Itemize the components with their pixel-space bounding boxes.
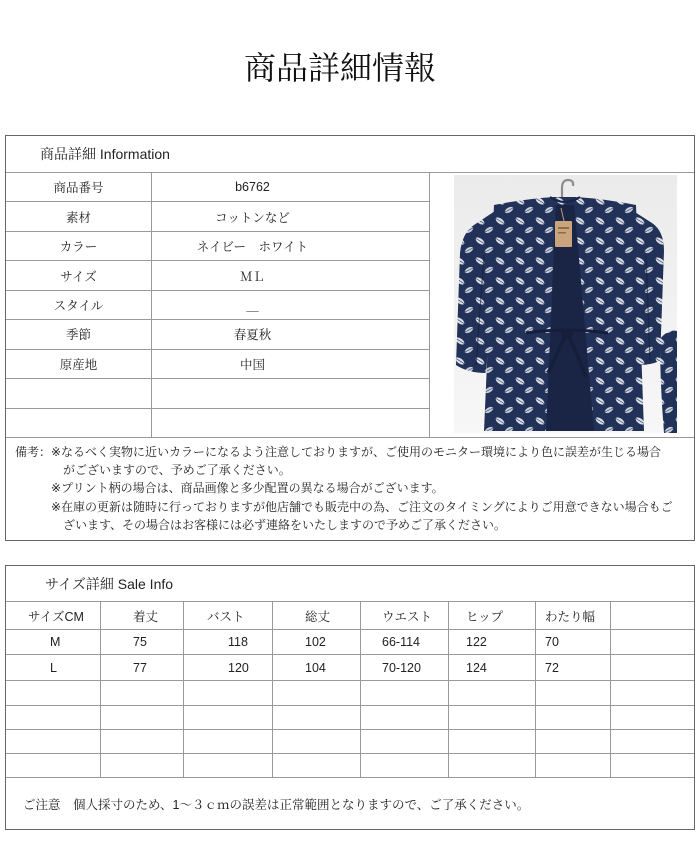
info-label-season: 季節 (6, 320, 152, 349)
size-cell: 118 (184, 630, 273, 655)
info-label-size: サイズ (6, 261, 152, 290)
size-cell-empty (361, 754, 449, 778)
size-cell: 122 (449, 630, 536, 655)
size-cell: L (6, 655, 101, 681)
size-cell (611, 655, 694, 681)
info-value-season: 春夏秋 (152, 320, 430, 349)
size-cell-empty (611, 681, 694, 706)
info-box (5, 135, 695, 541)
info-value-size: ＭＬ (152, 261, 430, 290)
info-label-style: スタイル (6, 291, 152, 320)
size-cell-empty (6, 681, 101, 706)
size-column-header: バスト (184, 602, 273, 630)
size-cell: 120 (184, 655, 273, 681)
size-box (5, 565, 695, 830)
size-footer-note: ご注意 個人採寸のため、1～３ｃｍの誤差は正常範囲となりますので、ご了承ください。 (23, 798, 530, 812)
product-tag-mark (558, 227, 569, 229)
product-tag (555, 221, 572, 247)
page-title: 商品詳細情報 (243, 49, 436, 87)
size-column-header: サイズCM (6, 602, 101, 630)
note-line: 備考：※なるべく実物に近いカラーになるよう注意しておりますが、ご使用のモニター環境により色に誤差が生じる場合 (15, 445, 662, 459)
note-line: ※プリント柄の場合は、商品画像と多少配置の異なる場合がございます。 (51, 481, 444, 495)
size-header: サイズ詳細 Sale Info (6, 566, 694, 602)
size-cell-empty (536, 730, 611, 754)
size-cell-empty (611, 754, 694, 778)
tie-knot (561, 330, 573, 338)
size-table (6, 602, 694, 778)
info-label-empty (6, 409, 152, 438)
size-cell-empty (449, 754, 536, 778)
size-cell-empty (361, 730, 449, 754)
size-cell-empty (101, 706, 184, 730)
size-column-header: ウエスト (361, 602, 449, 630)
size-cell (611, 630, 694, 655)
size-cell: 72 (536, 655, 611, 681)
size-cell: 77 (101, 655, 184, 681)
info-value-style: ＿ (152, 291, 430, 320)
info-label-product-number: 商品番号 (6, 173, 152, 202)
size-cell-empty (449, 730, 536, 754)
size-cell-empty (6, 754, 101, 778)
info-value-material: コットンなど (152, 202, 430, 231)
size-cell: 102 (273, 630, 361, 655)
size-cell-empty (361, 706, 449, 730)
product-photo (454, 175, 677, 433)
size-column-header (611, 602, 694, 630)
size-cell-empty (101, 730, 184, 754)
size-cell-empty (273, 681, 361, 706)
size-cell-empty (184, 730, 273, 754)
size-cell-empty (611, 730, 694, 754)
size-cell-empty (184, 706, 273, 730)
product-tag-mark (558, 232, 566, 234)
size-column-header: 総丈 (273, 602, 361, 630)
size-column-header: ヒップ (449, 602, 536, 630)
size-cell: 75 (101, 630, 184, 655)
size-cell: M (6, 630, 101, 655)
size-column-header: わたり幅 (536, 602, 611, 630)
size-cell-empty (449, 681, 536, 706)
size-cell-empty (611, 706, 694, 730)
info-value-product-number: b6762 (152, 173, 430, 202)
info-value-color: ネイビー ホワイト (152, 232, 430, 261)
info-value-empty (152, 379, 430, 408)
size-cell-empty (101, 681, 184, 706)
info-header: 商品詳細 Information (6, 136, 694, 173)
info-label-origin: 原産地 (6, 350, 152, 379)
size-cell-empty (184, 754, 273, 778)
note-line: がございますので、予めご了承ください。 (63, 463, 291, 477)
info-value-empty (152, 409, 430, 438)
size-cell-empty (6, 706, 101, 730)
info-table (6, 173, 694, 438)
info-value-origin: 中国 (152, 350, 430, 379)
info-label-color: カラー (6, 232, 152, 261)
product-photo-cell (430, 173, 694, 438)
size-cell-empty (273, 754, 361, 778)
note-line: ざいます、その場合はお客様には必ず連絡をいたしますので予めご了承ください。 (63, 518, 507, 532)
info-label-material: 素材 (6, 202, 152, 231)
size-cell-empty (101, 754, 184, 778)
size-cell-empty (273, 706, 361, 730)
size-cell-empty (536, 754, 611, 778)
size-cell-empty (184, 681, 273, 706)
size-cell-empty (536, 706, 611, 730)
size-cell: 124 (449, 655, 536, 681)
size-column-header: 着丈 (101, 602, 184, 630)
size-cell-empty (536, 681, 611, 706)
info-label-empty (6, 379, 152, 408)
size-cell-empty (449, 706, 536, 730)
size-cell: 66-114 (361, 630, 449, 655)
size-cell-empty (273, 730, 361, 754)
size-cell: 104 (273, 655, 361, 681)
size-cell-empty (6, 730, 101, 754)
note-line: ※在庫の更新は随時に行っておりますが他店舗でも販売中の為、ご注文のタイミングによりご用意できない場合もご (51, 500, 673, 514)
size-cell: 70 (536, 630, 611, 655)
size-cell: 70-120 (361, 655, 449, 681)
size-cell-empty (361, 681, 449, 706)
